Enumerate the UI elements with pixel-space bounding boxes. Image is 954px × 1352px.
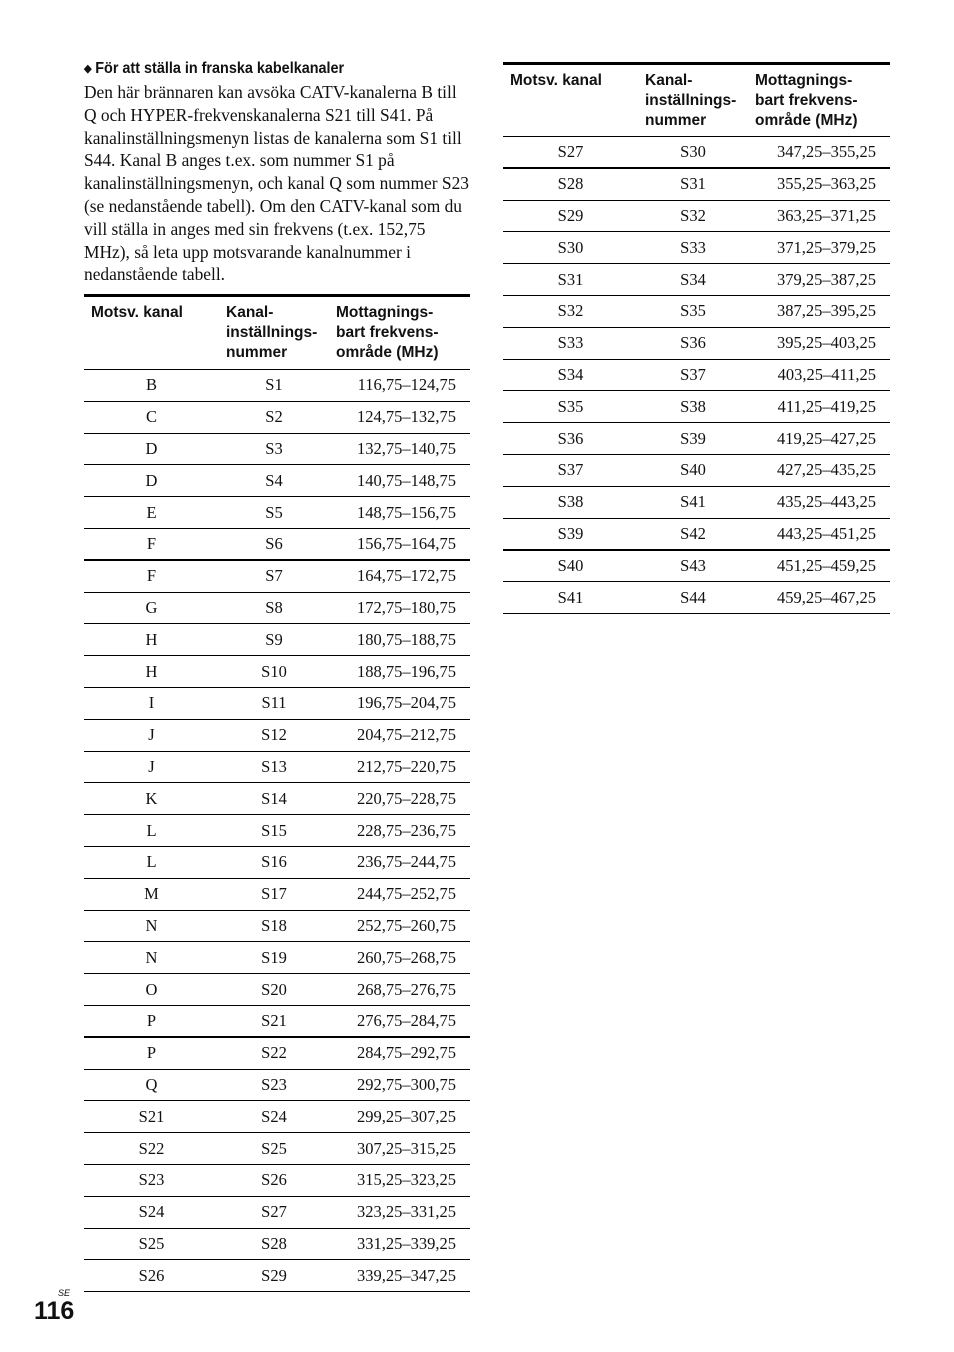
table-row: [84, 592, 470, 624]
table-row: [84, 1133, 470, 1165]
header-line: Kanal-: [226, 304, 274, 321]
table-row: [84, 1228, 470, 1260]
header-line: inställnings-: [645, 92, 737, 109]
corresponding-channel-cell: D: [84, 433, 219, 465]
header-line: Kanal-: [645, 72, 693, 89]
channel-table-left: [84, 294, 470, 1292]
channel-number-cell: S1: [219, 370, 329, 402]
corresponding-channel-cell: L: [84, 815, 219, 847]
channel-number-cell: S32: [638, 200, 748, 232]
frequency-range-cell: 379,25–387,25: [748, 264, 890, 296]
table-row: [84, 656, 470, 688]
frequency-range-cell: 395,25–403,25: [748, 327, 890, 359]
frequency-range-cell: 355,25–363,25: [748, 168, 890, 200]
corresponding-channel-cell: N: [84, 942, 219, 974]
channel-number-cell: S21: [219, 1005, 329, 1037]
frequency-range-cell: 196,75–204,75: [329, 687, 470, 719]
channel-number-cell: S6: [219, 528, 329, 560]
corresponding-channel-cell: L: [84, 846, 219, 878]
channel-number-cell: S39: [638, 423, 748, 455]
corresponding-channel-cell: S38: [503, 486, 638, 518]
table-row: [84, 1260, 470, 1292]
frequency-range-cell: 292,75–300,75: [329, 1069, 470, 1101]
frequency-range-cell: 347,25–355,25: [748, 137, 890, 169]
header-line: Motsv. kanal: [510, 72, 602, 89]
channel-number-cell: S30: [638, 137, 748, 169]
table-row: [84, 401, 470, 433]
table-row: [503, 137, 890, 169]
corresponding-channel-cell: S35: [503, 391, 638, 423]
channel-number-cell: S44: [638, 582, 748, 614]
frequency-range-cell: 339,25–347,25: [329, 1260, 470, 1292]
table-row: [503, 391, 890, 423]
frequency-range-cell: 363,25–371,25: [748, 200, 890, 232]
frequency-range-cell: 284,75–292,75: [329, 1037, 470, 1069]
corresponding-channel-cell: P: [84, 1037, 219, 1069]
channel-number-cell: S19: [219, 942, 329, 974]
table-row: [84, 751, 470, 783]
header-line: bart frekvens-: [755, 92, 858, 109]
frequency-range-cell: 435,25–443,25: [748, 486, 890, 518]
table-row: [84, 974, 470, 1006]
table-row: [84, 433, 470, 465]
frequency-range-cell: 140,75–148,75: [329, 465, 470, 497]
channel-number-cell: S36: [638, 327, 748, 359]
frequency-range-cell: 204,75–212,75: [329, 719, 470, 751]
table-row: [84, 1037, 470, 1069]
corresponding-channel-cell: S32: [503, 295, 638, 327]
corresponding-channel-cell: S27: [503, 137, 638, 169]
header-channel-setting-number: [219, 296, 329, 370]
frequency-range-cell: 299,25–307,25: [329, 1101, 470, 1133]
corresponding-channel-cell: S33: [503, 327, 638, 359]
table-row: [84, 497, 470, 529]
frequency-range-cell: 124,75–132,75: [329, 401, 470, 433]
table-row: [84, 1164, 470, 1196]
channel-number-cell: S43: [638, 550, 748, 582]
channel-number-cell: S35: [638, 295, 748, 327]
channel-number-cell: S42: [638, 518, 748, 550]
table-row: [503, 327, 890, 359]
corresponding-channel-cell: Q: [84, 1069, 219, 1101]
header-line: inställnings-: [226, 324, 318, 341]
channel-number-cell: S2: [219, 401, 329, 433]
header-frequency-range: [748, 64, 890, 137]
frequency-range-cell: 156,75–164,75: [329, 528, 470, 560]
channel-number-cell: S4: [219, 465, 329, 497]
channel-table-right: [503, 62, 890, 614]
frequency-range-cell: 411,25–419,25: [748, 391, 890, 423]
intro-paragraph: Den här brännaren kan avsöka CATV-kanalerna B till Q och HYPER-frekvenskanalerna S21 till S41. På kanalinställningsmenyn listas de kanalerna som S1 till S44. Kanal B anges t.ex. som nummer S1 på kanalinställningsmenyn, och kanal Q som nummer S23 (se nedanstående tabell). Om den CATV-kanal som du vill ställa in anges med sin frekvens (t.ex. 152,75 MHz), så leta upp motsvarande kanalnummer i nedanstående tabell.: [84, 82, 469, 285]
frequency-range-cell: 172,75–180,75: [329, 592, 470, 624]
frequency-range-cell: 252,75–260,75: [329, 910, 470, 942]
frequency-range-cell: 307,25–315,25: [329, 1133, 470, 1165]
channel-number-cell: S37: [638, 359, 748, 391]
corresponding-channel-cell: N: [84, 910, 219, 942]
channel-number-cell: S13: [219, 751, 329, 783]
header-line: nummer: [226, 344, 288, 361]
frequency-range-cell: 331,25–339,25: [329, 1228, 470, 1260]
corresponding-channel-cell: S29: [503, 200, 638, 232]
table-row: [503, 550, 890, 582]
table-row: [84, 1069, 470, 1101]
channel-number-cell: S23: [219, 1069, 329, 1101]
channel-number-cell: S20: [219, 974, 329, 1006]
table-row: [84, 846, 470, 878]
frequency-range-cell: 220,75–228,75: [329, 783, 470, 815]
channel-number-cell: S17: [219, 878, 329, 910]
corresponding-channel-cell: J: [84, 751, 219, 783]
frequency-range-cell: 451,25–459,25: [748, 550, 890, 582]
header-line: Mottagnings-: [755, 72, 853, 89]
table-row: [84, 1101, 470, 1133]
channel-number-cell: S5: [219, 497, 329, 529]
table-row: [84, 370, 470, 402]
frequency-range-cell: 268,75–276,75: [329, 974, 470, 1006]
channel-number-cell: S29: [219, 1260, 329, 1292]
corresponding-channel-cell: C: [84, 401, 219, 433]
corresponding-channel-cell: S26: [84, 1260, 219, 1292]
corresponding-channel-cell: D: [84, 465, 219, 497]
page-language-code: SE: [58, 1288, 71, 1298]
header-line: Motsv. kanal: [91, 304, 183, 321]
frequency-range-cell: 244,75–252,75: [329, 878, 470, 910]
corresponding-channel-cell: S40: [503, 550, 638, 582]
frequency-range-cell: 419,25–427,25: [748, 423, 890, 455]
table-row: [84, 528, 470, 560]
table-row: [503, 582, 890, 614]
channel-number-cell: S25: [219, 1133, 329, 1165]
frequency-range-cell: 459,25–467,25: [748, 582, 890, 614]
channel-number-cell: S7: [219, 560, 329, 592]
header-corresponding-channel: [503, 64, 638, 137]
corresponding-channel-cell: B: [84, 370, 219, 402]
table-row: [84, 465, 470, 497]
frequency-range-cell: 164,75–172,75: [329, 560, 470, 592]
table-header-row: [84, 296, 470, 370]
corresponding-channel-cell: S34: [503, 359, 638, 391]
corresponding-channel-cell: H: [84, 656, 219, 688]
table-row: [84, 687, 470, 719]
table-row: [503, 264, 890, 296]
section-heading: [84, 60, 435, 78]
corresponding-channel-cell: M: [84, 878, 219, 910]
header-line: Mottagnings-: [336, 304, 434, 321]
table-row: [503, 423, 890, 455]
table-row: [503, 486, 890, 518]
channel-number-cell: S8: [219, 592, 329, 624]
page-number: 116: [34, 1297, 75, 1325]
channel-number-cell: S34: [638, 264, 748, 296]
table-row: [503, 518, 890, 550]
header-line: område (MHz): [336, 344, 439, 361]
channel-number-cell: S31: [638, 168, 748, 200]
channel-number-cell: S9: [219, 624, 329, 656]
channel-number-cell: S16: [219, 846, 329, 878]
frequency-range-cell: 180,75–188,75: [329, 624, 470, 656]
table-row: [84, 1196, 470, 1228]
frequency-range-cell: 427,25–435,25: [748, 454, 890, 486]
channel-number-cell: S11: [219, 687, 329, 719]
table-row: [84, 719, 470, 751]
corresponding-channel-cell: S22: [84, 1133, 219, 1165]
channel-number-cell: S28: [219, 1228, 329, 1260]
table-row: [503, 454, 890, 486]
corresponding-channel-cell: S39: [503, 518, 638, 550]
corresponding-channel-cell: S21: [84, 1101, 219, 1133]
corresponding-channel-cell: P: [84, 1005, 219, 1037]
corresponding-channel-cell: F: [84, 528, 219, 560]
header-line: nummer: [645, 112, 707, 129]
channel-number-cell: S15: [219, 815, 329, 847]
frequency-range-cell: 236,75–244,75: [329, 846, 470, 878]
diamond-bullet-icon: ◆: [84, 63, 92, 75]
corresponding-channel-cell: S28: [503, 168, 638, 200]
header-channel-setting-number: [638, 64, 748, 137]
table-row: [84, 624, 470, 656]
corresponding-channel-cell: O: [84, 974, 219, 1006]
channel-number-cell: S40: [638, 454, 748, 486]
corresponding-channel-cell: E: [84, 497, 219, 529]
table-row: [84, 942, 470, 974]
table-row: [84, 878, 470, 910]
corresponding-channel-cell: S30: [503, 232, 638, 264]
frequency-range-cell: 188,75–196,75: [329, 656, 470, 688]
corresponding-channel-cell: H: [84, 624, 219, 656]
channel-number-cell: S38: [638, 391, 748, 423]
corresponding-channel-cell: K: [84, 783, 219, 815]
corresponding-channel-cell: G: [84, 592, 219, 624]
corresponding-channel-cell: S25: [84, 1228, 219, 1260]
frequency-range-cell: 148,75–156,75: [329, 497, 470, 529]
corresponding-channel-cell: S31: [503, 264, 638, 296]
channel-number-cell: S14: [219, 783, 329, 815]
channel-number-cell: S22: [219, 1037, 329, 1069]
corresponding-channel-cell: S37: [503, 454, 638, 486]
frequency-range-cell: 371,25–379,25: [748, 232, 890, 264]
frequency-range-cell: 403,25–411,25: [748, 359, 890, 391]
header-line: område (MHz): [755, 112, 858, 129]
header-corresponding-channel: [84, 296, 219, 370]
corresponding-channel-cell: F: [84, 560, 219, 592]
table-header-row: [503, 64, 890, 137]
frequency-range-cell: 228,75–236,75: [329, 815, 470, 847]
channel-number-cell: S41: [638, 486, 748, 518]
frequency-range-cell: 212,75–220,75: [329, 751, 470, 783]
channel-number-cell: S12: [219, 719, 329, 751]
header-frequency-range: [329, 296, 470, 370]
channel-number-cell: S24: [219, 1101, 329, 1133]
frequency-range-cell: 260,75–268,75: [329, 942, 470, 974]
frequency-range-cell: 116,75–124,75: [329, 370, 470, 402]
frequency-range-cell: 132,75–140,75: [329, 433, 470, 465]
frequency-range-cell: 323,25–331,25: [329, 1196, 470, 1228]
table-row: [503, 168, 890, 200]
channel-number-cell: S3: [219, 433, 329, 465]
corresponding-channel-cell: I: [84, 687, 219, 719]
channel-number-cell: S33: [638, 232, 748, 264]
frequency-range-cell: 443,25–451,25: [748, 518, 890, 550]
table-row: [503, 200, 890, 232]
channel-number-cell: S10: [219, 656, 329, 688]
section-heading-text: För att ställa in franska kabelkanaler: [95, 60, 345, 77]
table-row: [503, 295, 890, 327]
corresponding-channel-cell: S24: [84, 1196, 219, 1228]
table-row: [503, 359, 890, 391]
table-row: [503, 232, 890, 264]
table-row: [84, 815, 470, 847]
frequency-range-cell: 276,75–284,75: [329, 1005, 470, 1037]
corresponding-channel-cell: S41: [503, 582, 638, 614]
channel-number-cell: S26: [219, 1164, 329, 1196]
corresponding-channel-cell: J: [84, 719, 219, 751]
table-row: [84, 1005, 470, 1037]
table-row: [84, 560, 470, 592]
frequency-range-cell: 315,25–323,25: [329, 1164, 470, 1196]
corresponding-channel-cell: S23: [84, 1164, 219, 1196]
header-line: bart frekvens-: [336, 324, 439, 341]
channel-number-cell: S18: [219, 910, 329, 942]
table-row: [84, 910, 470, 942]
corresponding-channel-cell: S36: [503, 423, 638, 455]
table-row: [84, 783, 470, 815]
frequency-range-cell: 387,25–395,25: [748, 295, 890, 327]
channel-number-cell: S27: [219, 1196, 329, 1228]
